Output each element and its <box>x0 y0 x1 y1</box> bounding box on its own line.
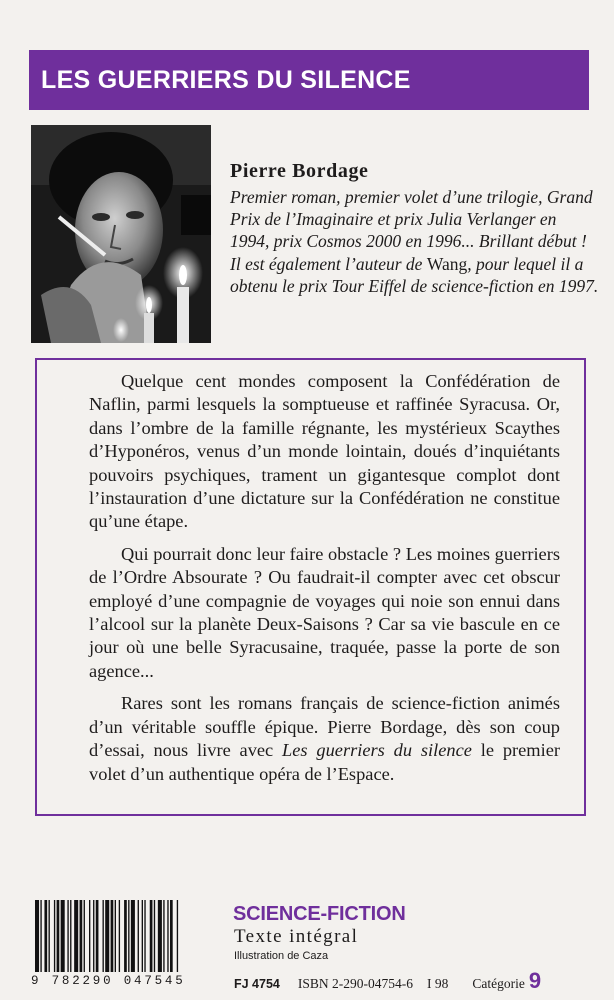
synopsis-p3-start: Rares sont les romans français de science-fiction animés d’un véritable souffle épique. Pierre Bordage, dès son coup d’essai, nous livre avec <box>89 693 560 761</box>
bio-book-title: Wang <box>426 253 468 274</box>
barcode-digits: 9 782290 047545 <box>31 974 186 988</box>
bio-text-part2: , pour lequel il a obtenu le prix Tour Eiffel de science-fiction en 1997. <box>230 253 599 296</box>
collection-label: SCIENCE-FICTION <box>233 903 406 925</box>
publication-info <box>234 968 594 994</box>
synopsis-paragraph-3 <box>89 692 560 786</box>
synopsis-p3-end: le premier volet d’un authentique opéra de l’Espace. <box>89 740 560 784</box>
categorie-number: 9 <box>528 968 542 993</box>
author-name: Pierre Bordage <box>230 160 369 182</box>
synopsis-book-title: Les guerriers du silence <box>282 740 472 761</box>
bio-text-part1: Premier roman, premier volet d’une trilogie, Grand Prix de l’Imaginaire et prix Julia Verlanger en 1994, prix Cosmos 2000 en 1996... Brillant début ! Il est également l’auteur de <box>230 187 593 274</box>
barcode <box>31 900 221 972</box>
texte-integral-label: Texte intégral <box>234 926 359 947</box>
author-bio <box>230 186 600 297</box>
book-title: LES GUERRIERS DU SILENCE <box>41 65 411 94</box>
synopsis-paragraph-1: Quelque cent mondes composent la Confédération de Naflin, parmi lesquels la somptueuse et raffinée Syracusa. Or, dans l’ombre de la famille régnante, les mystérieux Scaythes d’Hyponéros, venus d’un monde lointain, doués d’inquiétants pouvoirs psychiques, trament un gigantesque complot dont l’instauration d’une dictature sur la Confédération ne constitue qu’une étape. <box>89 371 560 532</box>
book-title-banner <box>29 50 589 110</box>
isbn: ISBN 2-290-04754-6 <box>297 976 413 991</box>
synopsis-paragraph-2: Qui pourrait donc leur faire obstacle ? Les moines guerriers de l’Ordre Absourate ? Ou faudrait-il compter avec cet obscur employé d’une compagnie de voyages qui noie son ennui dans l’alcool sur la planète Deux-Saisons ? Car sa vie bascule en ce jour où une belle Syracusaine, traquée, passe la porte de son agence... <box>89 543 560 681</box>
price-code: I 98 <box>427 976 449 991</box>
author-photo <box>31 125 211 343</box>
illustration-credit: Illustration de Caza <box>234 950 329 962</box>
synopsis-box <box>35 358 586 816</box>
categorie-label: Catégorie <box>472 976 525 991</box>
catalog-code: FJ 4754 <box>234 977 280 991</box>
